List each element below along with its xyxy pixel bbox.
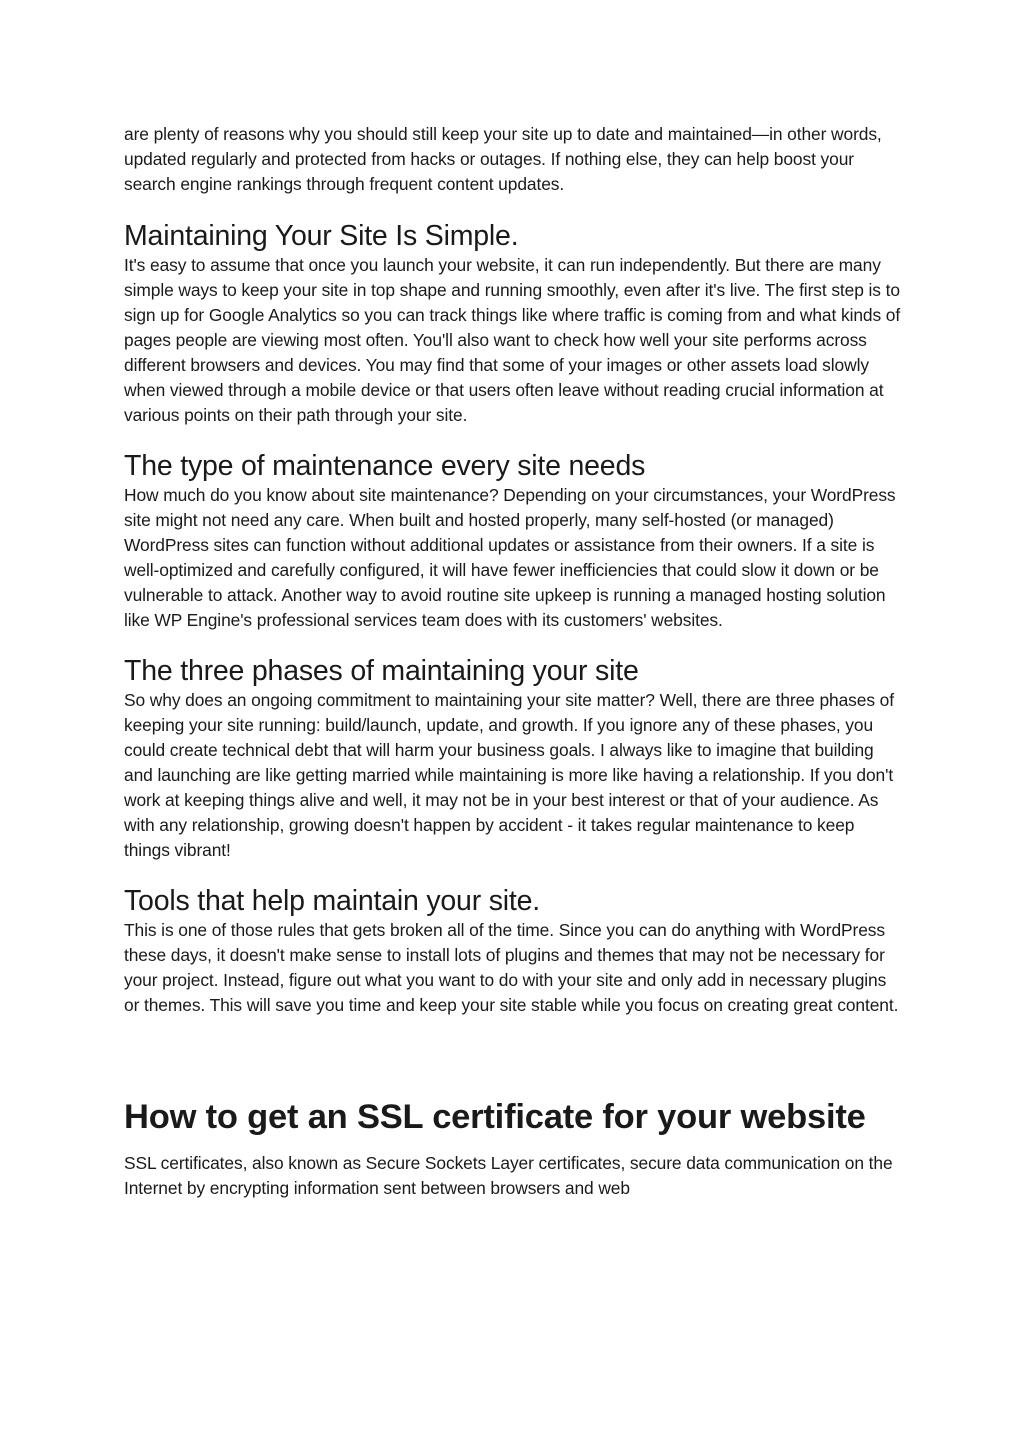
section-heading: The three phases of maintaining your site <box>124 655 639 687</box>
section-paragraph: How much do you know about site maintenance? Depending on your circumstances, your WordPress site might not need any care. When built and hosted properly, many self-hosted (or managed) WordPress sites can function without additional updates or assistance from their owners. If a site is well-optimized and carefully configured, it will have fewer inefficiencies that could slow it down or be vulnerable to attack. Another way to avoid routine site upkeep is running a managed hosting solution like WP Engine's professional services team does with its customers' websites. <box>124 485 896 630</box>
section-paragraph: This is one of those rules that gets broken all of the time. Since you can do anything with WordPress these days, it doesn't make sense to install lots of plugins and themes that may not be necessary for your project. Instead, figure out what you want to do with your site and only add in necessary plugins or themes. This will save you time and keep your site stable while you focus on creating great content. <box>124 920 899 1015</box>
document-page <box>124 122 904 1201</box>
intro-paragraph: are plenty of reasons why you should still keep your site up to date and maintained—in other words, updated regularly and protected from hacks or outages. If nothing else, they can help boost your search engine rankings through frequent content updates. <box>124 124 882 194</box>
ssl-paragraph: SSL certificates, also known as Secure Sockets Layer certificates, secure data communication on the Internet by encrypting information sent between browsers and web <box>124 1153 893 1198</box>
section-maintaining-simple <box>124 220 904 428</box>
section-heading: The type of maintenance every site needs <box>124 450 646 482</box>
section-heading: Maintaining Your Site Is Simple. <box>124 220 519 252</box>
section-tools <box>124 885 904 1018</box>
section-heading: Tools that help maintain your site. <box>124 885 540 917</box>
ssl-title: How to get an SSL certificate for your website <box>124 1098 866 1136</box>
section-maintenance-types <box>124 450 904 633</box>
section-paragraph: It's easy to assume that once you launch your website, it can run independently. But there are many simple ways to keep your site in top shape and running smoothly, even after it's live. The first step is to sign up for Google Analytics so you can track things like where traffic is coming from and what kinds of pages people are viewing most often. You'll also want to check how well your site performs across different browsers and devices. You may find that some of your images or other assets load slowly when viewed through a mobile device or that users often leave without reading crucial information at various points on their path through your site. <box>124 255 901 425</box>
section-paragraph: So why does an ongoing commitment to maintaining your site matter? Well, there are three phases of keeping your site running: build/launch, update, and growth. If you ignore any of these phases, you could create technical debt that will harm your business goals. I always like to imagine that building and launching are like getting married while maintaining is more like having a relationship. If you don't work at keeping things alive and well, it may not be in your best interest or that of your audience. As with any relationship, growing doesn't happen by accident - it takes regular maintenance to keep things vibrant! <box>124 690 894 860</box>
section-three-phases <box>124 655 904 863</box>
